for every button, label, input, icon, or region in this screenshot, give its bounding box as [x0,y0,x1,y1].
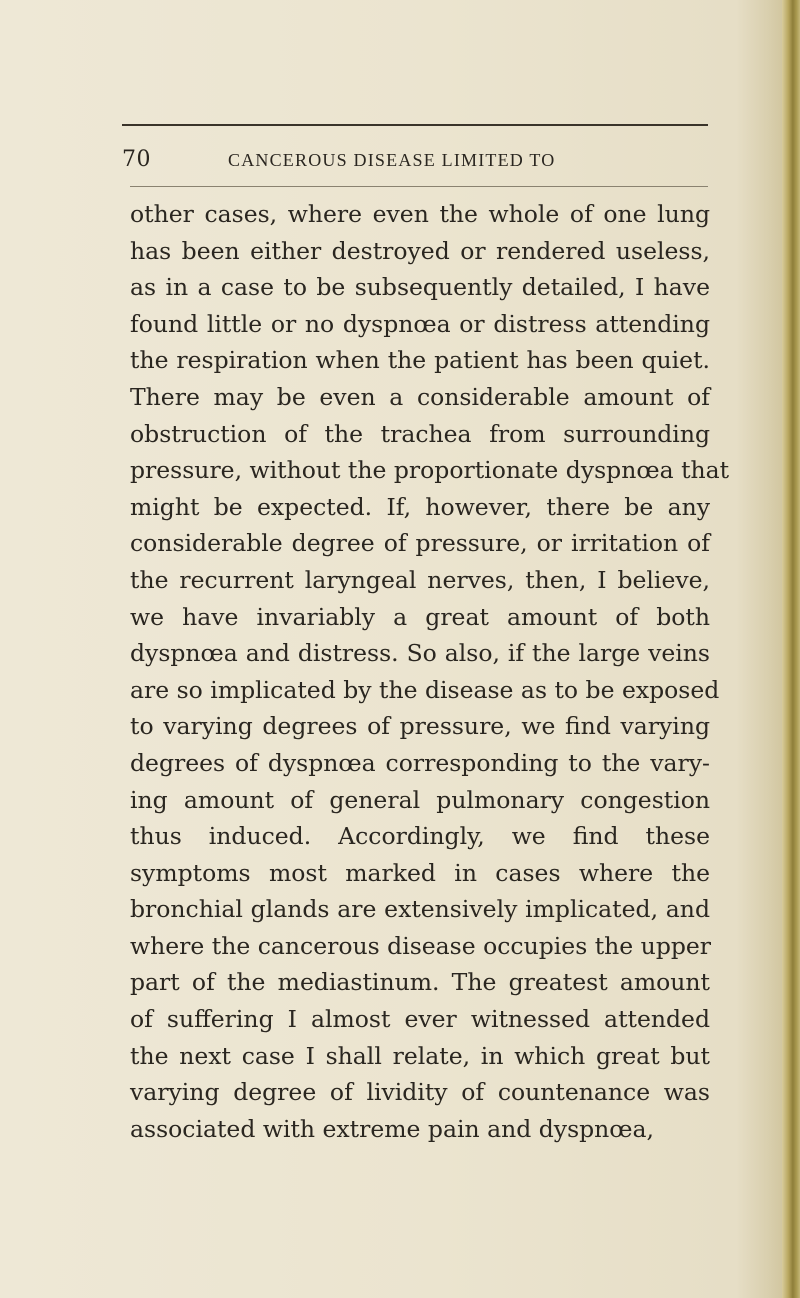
text-line: obstruction of the trachea from surrounding [130,419,710,448]
text-line: associated with extreme pain and dyspnœa, [130,1114,655,1143]
text-line: has been either destroyed or rendered useless, [130,236,710,265]
text-line: ing amount of general pulmonary congestion [130,785,710,814]
text-line: thus induced. Accordingly, we find these [130,822,710,851]
text-line: the respiration when the patient has been quiet. [130,346,710,375]
text-line: symptoms most marked in cases where the [130,858,710,887]
text-line: where the cancerous disease occupies the upper [130,931,712,960]
text-line: considerable degree of pressure, or irritation of [130,529,710,558]
text-line: to varying degrees of pressure, we find varying [130,712,710,741]
text-line: dyspnœa and distress. So also, if the large veins [130,639,710,668]
text-line: degrees of dyspnœa corresponding to the vary- [130,748,710,777]
page-number: 70 [122,147,151,172]
text-line: found little or no dyspnœa or distress attending [130,309,710,338]
text-line: varying degree of lividity of countenance was [130,1078,710,1107]
body-text [130,196,730,1147]
header-rule-bottom [130,186,708,187]
text-line: we have invariably a great amount of both [130,602,710,631]
header-rule-top [122,124,708,126]
running-title: CANCEROUS DISEASE LIMITED TO [228,150,556,170]
text-line: other cases, where even the whole of one lung [130,200,710,228]
text-line: the next case I shall relate, in which great but [130,1041,710,1070]
page-binding-edge [782,0,800,1298]
text-line: as in a case to be subsequently detailed, I have [130,273,710,302]
text-line: part of the mediastinum. The greatest amount [130,968,710,997]
text-line: pressure, without the proportionate dyspnœa that [130,456,730,485]
text-line: There may be even a considerable amount of [130,382,710,411]
text-line: might be expected. If, however, there be any [130,492,710,521]
text-line: are so implicated by the disease as to be exposed [130,675,720,704]
text-line: the recurrent laryngeal nerves, then, I believe, [130,565,710,594]
text-line: of suffering I almost ever witnessed attended [130,1005,710,1034]
text-line: bronchial glands are extensively implicated, and [130,895,710,924]
